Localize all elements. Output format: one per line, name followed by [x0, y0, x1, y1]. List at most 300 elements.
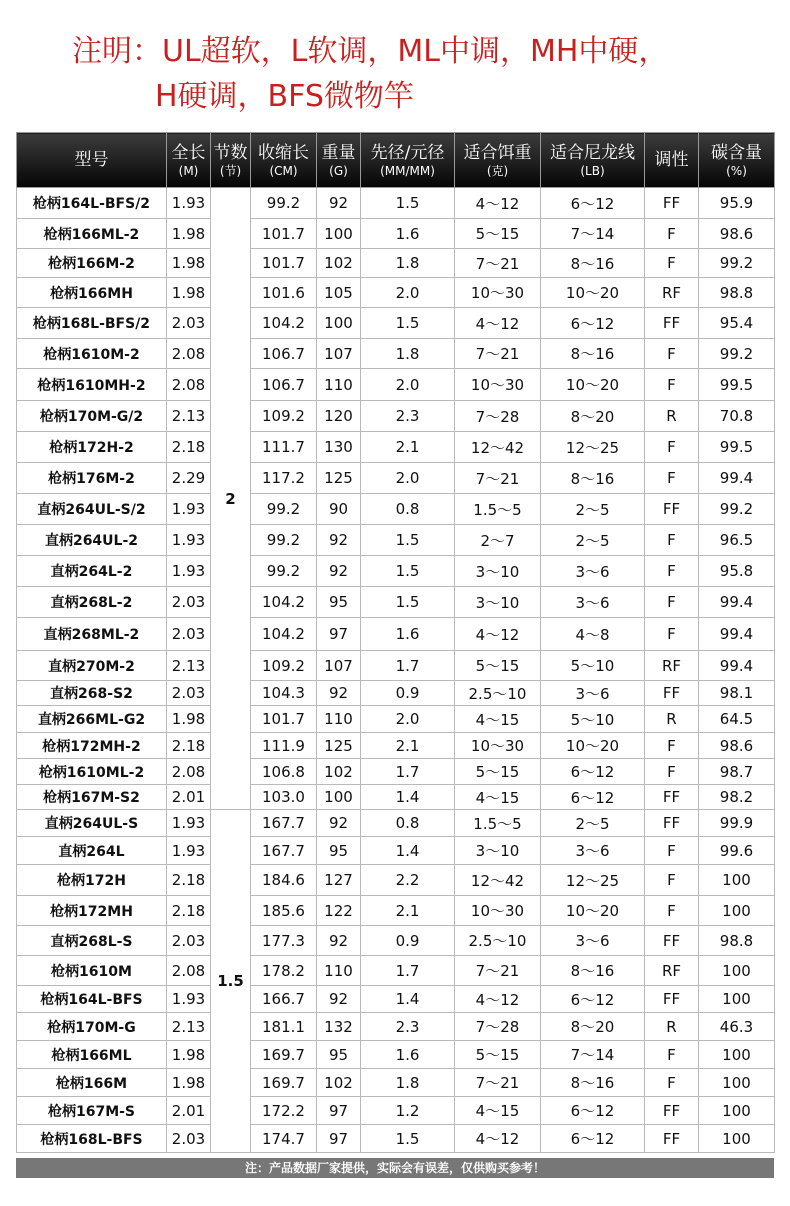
lure-weight-cell: 7～21 [455, 1069, 541, 1097]
header-closed-length: 收缩长 (CM) [251, 133, 317, 188]
line-cell: 5～10 [541, 651, 645, 681]
lure-weight-cell: 7～21 [455, 249, 541, 278]
closed-length-cell: 172.2 [251, 1097, 317, 1125]
table-row [17, 651, 775, 681]
table-row [17, 1013, 775, 1041]
action-cell: F [645, 618, 699, 651]
diameter-cell: 1.7 [361, 759, 455, 785]
table-row [17, 896, 775, 926]
table-row [17, 956, 775, 986]
closed-length-cell: 104.3 [251, 681, 317, 706]
length-cell: 2.08 [167, 956, 211, 986]
header-carbon: 碳含量 (%) [699, 133, 775, 188]
action-cell: F [645, 587, 699, 618]
header-sections: 节数 (节) [211, 133, 251, 188]
action-cell: FF [645, 926, 699, 956]
length-cell: 1.98 [167, 278, 211, 308]
lure-weight-cell: 4～15 [455, 785, 541, 810]
weight-cell: 107 [317, 339, 361, 369]
length-cell: 1.98 [167, 706, 211, 733]
table-row [17, 759, 775, 785]
line-cell: 4～8 [541, 618, 645, 651]
weight-cell: 97 [317, 618, 361, 651]
closed-length-cell: 166.7 [251, 986, 317, 1013]
table-row [17, 1041, 775, 1069]
weight-cell: 92 [317, 986, 361, 1013]
length-cell: 1.93 [167, 810, 211, 837]
carbon-cell: 70.8 [699, 401, 775, 432]
closed-length-cell: 184.6 [251, 865, 317, 896]
diameter-cell: 1.4 [361, 837, 455, 865]
model-cell: 直柄264L [17, 837, 167, 865]
weight-cell: 95 [317, 1041, 361, 1069]
lure-weight-cell: 10～30 [455, 369, 541, 401]
diameter-cell: 1.8 [361, 249, 455, 278]
action-cell: F [645, 432, 699, 463]
action-cell: F [645, 219, 699, 249]
length-cell: 2.18 [167, 733, 211, 759]
length-cell: 1.98 [167, 219, 211, 249]
weight-cell: 97 [317, 1097, 361, 1125]
model-cell: 枪柄172MH-2 [17, 733, 167, 759]
diameter-cell: 1.8 [361, 339, 455, 369]
diameter-cell: 1.4 [361, 785, 455, 810]
action-cell: F [645, 525, 699, 556]
closed-length-cell: 104.2 [251, 587, 317, 618]
table-row [17, 308, 775, 339]
closed-length-cell: 101.7 [251, 219, 317, 249]
lure-weight-cell: 5～15 [455, 759, 541, 785]
lure-weight-cell: 3～10 [455, 556, 541, 587]
lure-weight-cell: 7～21 [455, 956, 541, 986]
closed-length-cell: 111.7 [251, 432, 317, 463]
action-cell: RF [645, 278, 699, 308]
header-action: 调性 [645, 133, 699, 188]
carbon-cell: 46.3 [699, 1013, 775, 1041]
closed-length-cell: 104.2 [251, 618, 317, 651]
diameter-cell: 1.5 [361, 587, 455, 618]
weight-cell: 120 [317, 401, 361, 432]
model-cell: 直柄264UL-2 [17, 525, 167, 556]
lure-weight-cell: 7～21 [455, 463, 541, 494]
lure-weight-cell: 12～42 [455, 432, 541, 463]
length-cell: 2.03 [167, 681, 211, 706]
weight-cell: 100 [317, 219, 361, 249]
weight-cell: 125 [317, 463, 361, 494]
model-cell: 直柄268L-2 [17, 587, 167, 618]
line-cell: 6～12 [541, 188, 645, 219]
diameter-cell: 2.0 [361, 369, 455, 401]
weight-cell: 92 [317, 681, 361, 706]
table-row [17, 865, 775, 896]
line-cell: 12～25 [541, 865, 645, 896]
weight-cell: 110 [317, 369, 361, 401]
diameter-cell: 2.3 [361, 1013, 455, 1041]
model-cell: 直柄268L-S [17, 926, 167, 956]
length-cell: 1.93 [167, 837, 211, 865]
diameter-cell: 0.9 [361, 681, 455, 706]
carbon-cell: 98.2 [699, 785, 775, 810]
lure-weight-cell: 4～12 [455, 1125, 541, 1153]
carbon-cell: 99.4 [699, 618, 775, 651]
line-cell: 7～14 [541, 1041, 645, 1069]
weight-cell: 92 [317, 926, 361, 956]
closed-length-cell: 99.2 [251, 525, 317, 556]
weight-cell: 102 [317, 249, 361, 278]
table-row [17, 837, 775, 865]
line-cell: 8～16 [541, 339, 645, 369]
action-cell: FF [645, 810, 699, 837]
model-cell: 枪柄166M-2 [17, 249, 167, 278]
diameter-cell: 2.3 [361, 401, 455, 432]
lure-weight-cell: 7～21 [455, 339, 541, 369]
lure-weight-cell: 1.5～5 [455, 810, 541, 837]
table-row [17, 249, 775, 278]
line-cell: 6～12 [541, 759, 645, 785]
lure-weight-cell: 3～10 [455, 837, 541, 865]
line-cell: 3～6 [541, 926, 645, 956]
diameter-cell: 1.5 [361, 556, 455, 587]
header-lure-weight: 适合饵重 (克) [455, 133, 541, 188]
table-row [17, 681, 775, 706]
closed-length-cell: 101.7 [251, 249, 317, 278]
carbon-cell: 100 [699, 865, 775, 896]
closed-length-cell: 106.8 [251, 759, 317, 785]
closed-length-cell: 101.6 [251, 278, 317, 308]
table-row [17, 556, 775, 587]
closed-length-cell: 109.2 [251, 401, 317, 432]
table-row [17, 369, 775, 401]
weight-cell: 132 [317, 1013, 361, 1041]
carbon-cell: 99.2 [699, 494, 775, 525]
lure-weight-cell: 4～12 [455, 986, 541, 1013]
line-cell: 12～25 [541, 432, 645, 463]
carbon-cell: 99.4 [699, 651, 775, 681]
weight-cell: 92 [317, 556, 361, 587]
action-cell: FF [645, 1097, 699, 1125]
diameter-cell: 1.6 [361, 1041, 455, 1069]
closed-length-cell: 167.7 [251, 810, 317, 837]
carbon-cell: 64.5 [699, 706, 775, 733]
closed-length-cell: 169.7 [251, 1041, 317, 1069]
closed-length-cell: 109.2 [251, 651, 317, 681]
table-row [17, 278, 775, 308]
header-line: 适合尼龙线 (LB) [541, 133, 645, 188]
model-cell: 枪柄166ML [17, 1041, 167, 1069]
action-cell: RF [645, 651, 699, 681]
table-row [17, 706, 775, 733]
action-cell: FF [645, 785, 699, 810]
line-cell: 8～20 [541, 401, 645, 432]
diameter-cell: 1.5 [361, 1125, 455, 1153]
line-cell: 8～20 [541, 1013, 645, 1041]
carbon-cell: 100 [699, 1097, 775, 1125]
lure-weight-cell: 2.5～10 [455, 681, 541, 706]
carbon-cell: 98.8 [699, 278, 775, 308]
line-cell: 3～6 [541, 681, 645, 706]
line-cell: 5～10 [541, 706, 645, 733]
model-cell: 枪柄168L-BFS/2 [17, 308, 167, 339]
line-cell: 6～12 [541, 1097, 645, 1125]
lure-weight-cell: 5～15 [455, 1041, 541, 1069]
action-cell: R [645, 1013, 699, 1041]
table-row [17, 810, 775, 837]
carbon-cell: 100 [699, 896, 775, 926]
length-cell: 2.13 [167, 651, 211, 681]
model-cell: 直柄268-S2 [17, 681, 167, 706]
length-cell: 2.18 [167, 432, 211, 463]
line-cell: 10～20 [541, 278, 645, 308]
carbon-cell: 99.4 [699, 587, 775, 618]
length-cell: 2.03 [167, 618, 211, 651]
carbon-cell: 99.5 [699, 432, 775, 463]
length-cell: 1.98 [167, 249, 211, 278]
model-cell: 枪柄1610M-2 [17, 339, 167, 369]
closed-length-cell: 178.2 [251, 956, 317, 986]
carbon-cell: 95.9 [699, 188, 775, 219]
carbon-cell: 98.7 [699, 759, 775, 785]
length-cell: 1.93 [167, 556, 211, 587]
length-cell: 1.98 [167, 1069, 211, 1097]
weight-cell: 125 [317, 733, 361, 759]
carbon-cell: 100 [699, 1069, 775, 1097]
closed-length-cell: 117.2 [251, 463, 317, 494]
closed-length-cell: 185.6 [251, 896, 317, 926]
length-cell: 2.29 [167, 463, 211, 494]
diameter-cell: 2.2 [361, 865, 455, 896]
lure-weight-cell: 5～15 [455, 651, 541, 681]
table-row [17, 463, 775, 494]
model-cell: 枪柄170M-G [17, 1013, 167, 1041]
weight-cell: 97 [317, 1125, 361, 1153]
lure-weight-cell: 7～28 [455, 1013, 541, 1041]
diameter-cell: 2.1 [361, 733, 455, 759]
length-cell: 1.93 [167, 188, 211, 219]
carbon-cell: 98.8 [699, 926, 775, 956]
diameter-cell: 1.6 [361, 618, 455, 651]
lure-weight-cell: 4～12 [455, 308, 541, 339]
closed-length-cell: 167.7 [251, 837, 317, 865]
line-cell: 8～16 [541, 463, 645, 494]
line-cell: 2～5 [541, 810, 645, 837]
line-cell: 3～6 [541, 837, 645, 865]
lure-weight-cell: 1.5～5 [455, 494, 541, 525]
action-cell: F [645, 733, 699, 759]
action-cell: F [645, 556, 699, 587]
length-cell: 2.03 [167, 587, 211, 618]
closed-length-cell: 169.7 [251, 1069, 317, 1097]
closed-length-cell: 106.7 [251, 369, 317, 401]
diameter-cell: 1.5 [361, 308, 455, 339]
lure-weight-cell: 2～7 [455, 525, 541, 556]
line-cell: 7～14 [541, 219, 645, 249]
diameter-cell: 2.1 [361, 432, 455, 463]
lure-weight-cell: 10～30 [455, 278, 541, 308]
model-cell: 枪柄170M-G/2 [17, 401, 167, 432]
table-row [17, 986, 775, 1013]
header-diameter: 先径/元径 (MM/MM) [361, 133, 455, 188]
weight-cell: 90 [317, 494, 361, 525]
weight-cell: 92 [317, 188, 361, 219]
length-cell: 2.03 [167, 1125, 211, 1153]
diameter-cell: 0.8 [361, 810, 455, 837]
line-cell: 6～12 [541, 986, 645, 1013]
line-cell: 8～16 [541, 249, 645, 278]
closed-length-cell: 106.7 [251, 339, 317, 369]
weight-cell: 105 [317, 278, 361, 308]
lure-weight-cell: 4～12 [455, 188, 541, 219]
model-cell: 枪柄166ML-2 [17, 219, 167, 249]
model-cell: 枪柄166MH [17, 278, 167, 308]
table-row [17, 219, 775, 249]
closed-length-cell: 181.1 [251, 1013, 317, 1041]
diameter-cell: 1.8 [361, 1069, 455, 1097]
closed-length-cell: 99.2 [251, 556, 317, 587]
model-cell: 枪柄172H-2 [17, 432, 167, 463]
diameter-cell: 1.6 [361, 219, 455, 249]
action-cell: F [645, 896, 699, 926]
model-cell: 枪柄1610ML-2 [17, 759, 167, 785]
line-cell: 10～20 [541, 369, 645, 401]
line-cell: 10～20 [541, 896, 645, 926]
table-row [17, 785, 775, 810]
table-row [17, 926, 775, 956]
closed-length-cell: 111.9 [251, 733, 317, 759]
carbon-cell: 98.1 [699, 681, 775, 706]
carbon-cell: 98.6 [699, 733, 775, 759]
lure-weight-cell: 2.5～10 [455, 926, 541, 956]
diameter-cell: 1.5 [361, 188, 455, 219]
line-cell: 2～5 [541, 494, 645, 525]
lure-weight-cell: 10～30 [455, 896, 541, 926]
action-cell: FF [645, 1125, 699, 1153]
line-cell: 2～5 [541, 525, 645, 556]
action-cell: FF [645, 188, 699, 219]
closed-length-cell: 177.3 [251, 926, 317, 956]
carbon-cell: 99.5 [699, 369, 775, 401]
carbon-cell: 98.6 [699, 219, 775, 249]
diameter-cell: 2.0 [361, 463, 455, 494]
lure-weight-cell: 3～10 [455, 587, 541, 618]
action-cell: F [645, 759, 699, 785]
carbon-cell: 99.2 [699, 249, 775, 278]
line-cell: 8～16 [541, 956, 645, 986]
table-row [17, 494, 775, 525]
line-cell: 3～6 [541, 587, 645, 618]
weight-cell: 100 [317, 785, 361, 810]
weight-cell: 102 [317, 759, 361, 785]
action-cell: F [645, 865, 699, 896]
length-cell: 2.01 [167, 785, 211, 810]
action-cell: R [645, 401, 699, 432]
diameter-cell: 1.5 [361, 525, 455, 556]
weight-cell: 95 [317, 837, 361, 865]
line-cell: 10～20 [541, 733, 645, 759]
line-cell: 6～12 [541, 1125, 645, 1153]
action-cell: FF [645, 308, 699, 339]
model-cell: 直柄266ML-G2 [17, 706, 167, 733]
weight-cell: 107 [317, 651, 361, 681]
action-cell: F [645, 249, 699, 278]
table-row [17, 188, 775, 219]
action-cell: FF [645, 681, 699, 706]
weight-cell: 127 [317, 865, 361, 896]
closed-length-cell: 99.2 [251, 188, 317, 219]
table-row [17, 1097, 775, 1125]
closed-length-cell: 174.7 [251, 1125, 317, 1153]
sections-cell: 1.5 [211, 810, 251, 1153]
line-cell: 3～6 [541, 556, 645, 587]
model-cell: 直柄268ML-2 [17, 618, 167, 651]
model-cell: 枪柄1610M [17, 956, 167, 986]
model-cell: 直柄264L-2 [17, 556, 167, 587]
diameter-cell: 0.9 [361, 926, 455, 956]
line-cell: 6～12 [541, 785, 645, 810]
carbon-cell: 99.6 [699, 837, 775, 865]
note-line-2: H硬调，BFS微物竿 [155, 79, 414, 114]
header-model: 型号 [17, 133, 167, 188]
length-cell: 2.13 [167, 1013, 211, 1041]
header-row [17, 133, 775, 188]
model-cell: 枪柄167M-S [17, 1097, 167, 1125]
carbon-cell: 99.2 [699, 339, 775, 369]
weight-cell: 122 [317, 896, 361, 926]
line-cell: 8～16 [541, 1069, 645, 1097]
weight-cell: 92 [317, 810, 361, 837]
line-cell: 6～12 [541, 308, 645, 339]
carbon-cell: 96.5 [699, 525, 775, 556]
length-cell: 2.08 [167, 759, 211, 785]
carbon-cell: 100 [699, 956, 775, 986]
action-cell: F [645, 1069, 699, 1097]
diameter-cell: 1.4 [361, 986, 455, 1013]
action-cell: F [645, 369, 699, 401]
closed-length-cell: 101.7 [251, 706, 317, 733]
weight-cell: 100 [317, 308, 361, 339]
model-cell: 直柄270M-2 [17, 651, 167, 681]
spec-table [16, 132, 775, 1153]
model-cell: 枪柄164L-BFS [17, 986, 167, 1013]
action-cell: F [645, 463, 699, 494]
weight-cell: 110 [317, 706, 361, 733]
model-cell: 直柄264UL-S [17, 810, 167, 837]
action-cell: R [645, 706, 699, 733]
model-cell: 枪柄176M-2 [17, 463, 167, 494]
lure-weight-cell: 10～30 [455, 733, 541, 759]
model-cell: 枪柄172MH [17, 896, 167, 926]
model-cell: 枪柄166M [17, 1069, 167, 1097]
diameter-cell: 1.2 [361, 1097, 455, 1125]
length-cell: 1.93 [167, 525, 211, 556]
note-line-1: 注明：UL超软，L软调，ML中调，MH中硬， [72, 34, 669, 69]
action-cell: F [645, 837, 699, 865]
action-cell: F [645, 339, 699, 369]
table-row [17, 587, 775, 618]
model-cell: 枪柄1610MH-2 [17, 369, 167, 401]
action-cell: F [645, 1041, 699, 1069]
length-cell: 2.13 [167, 401, 211, 432]
carbon-cell: 100 [699, 986, 775, 1013]
diameter-cell: 0.8 [361, 494, 455, 525]
diameter-cell: 2.1 [361, 896, 455, 926]
length-cell: 2.08 [167, 369, 211, 401]
diameter-cell: 1.7 [361, 651, 455, 681]
diameter-cell: 2.0 [361, 278, 455, 308]
header-length: 全长 (M) [167, 133, 211, 188]
closed-length-cell: 104.2 [251, 308, 317, 339]
footer-disclaimer: 注：产品数据厂家提供，实际会有误差，仅供购买参考！ [16, 1158, 774, 1178]
lure-weight-cell: 7～28 [455, 401, 541, 432]
